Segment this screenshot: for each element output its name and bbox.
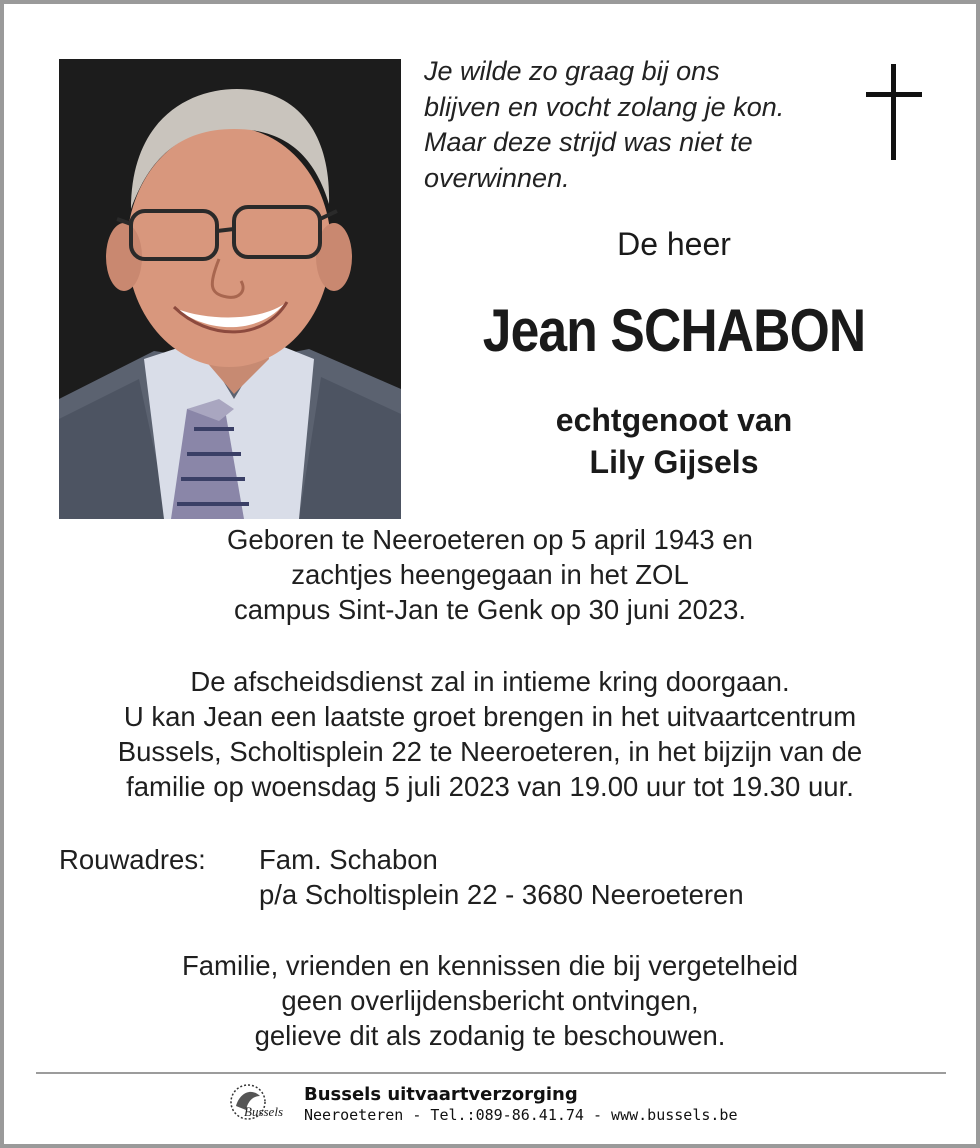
poem-line: blijven en vocht zolang je kon. (424, 91, 785, 122)
text-line: geen overlijdensbericht ontvingen, (281, 985, 699, 1016)
service-details (24, 664, 956, 804)
salutation: De heer (617, 226, 731, 262)
logo-text: Bussels (244, 1104, 283, 1119)
text-line: U kan Jean een laatste groet brengen in het uitvaartcentrum (123, 701, 857, 732)
text-line: campus Sint-Jan te Genk op 30 juni 2023. (233, 594, 747, 625)
text-line: Familie, vrienden en kennissen die bij vergetelheid (181, 950, 799, 981)
text-line: Bussels, Scholtisplein 22 te Neeroeteren, in het bijzijn van de (117, 736, 863, 767)
text-line: zachtjes heengegaan in het ZOL (291, 559, 689, 590)
poem (424, 54, 854, 196)
company-contact: Neeroeteren - Tel.:089-86.41.74 - www.bussels.be (304, 1106, 738, 1124)
poem-line: overwinnen. (424, 162, 570, 193)
text-line: De afscheidsdienst zal in intieme kring doorgaan. (190, 666, 790, 697)
cross-icon (866, 64, 922, 160)
company-name: Bussels uitvaartverzorging (304, 1084, 578, 1105)
deceased-name: Jean SCHABON (482, 297, 866, 364)
birth-death-details (24, 522, 956, 627)
text-line: familie op woensdag 5 juli 2023 van 19.00 uur tot 19.30 uur. (126, 771, 854, 802)
spouse-label: echtgenoot van (555, 402, 793, 438)
bussels-logo-icon (226, 1082, 296, 1124)
spouse-name: Lily Gijsels (589, 444, 759, 480)
footer-divider (36, 1072, 946, 1074)
address-line: p/a Scholtisplein 22 - 3680 Neeroeteren (259, 879, 744, 910)
text-line: gelieve dit als zodanig te beschouwen. (254, 1020, 726, 1051)
portrait-illustration (59, 59, 401, 519)
poem-line: Maar deze strijd was niet te (424, 127, 753, 157)
poem-line: Je wilde zo graag bij ons (424, 56, 720, 86)
address-line: Fam. Schabon (259, 844, 438, 875)
address-label: Rouwadres: (59, 844, 206, 875)
notice-text (24, 948, 956, 1053)
portrait-photo (59, 59, 401, 519)
text-line: Geboren te Neeroeteren op 5 april 1943 en (227, 524, 753, 555)
